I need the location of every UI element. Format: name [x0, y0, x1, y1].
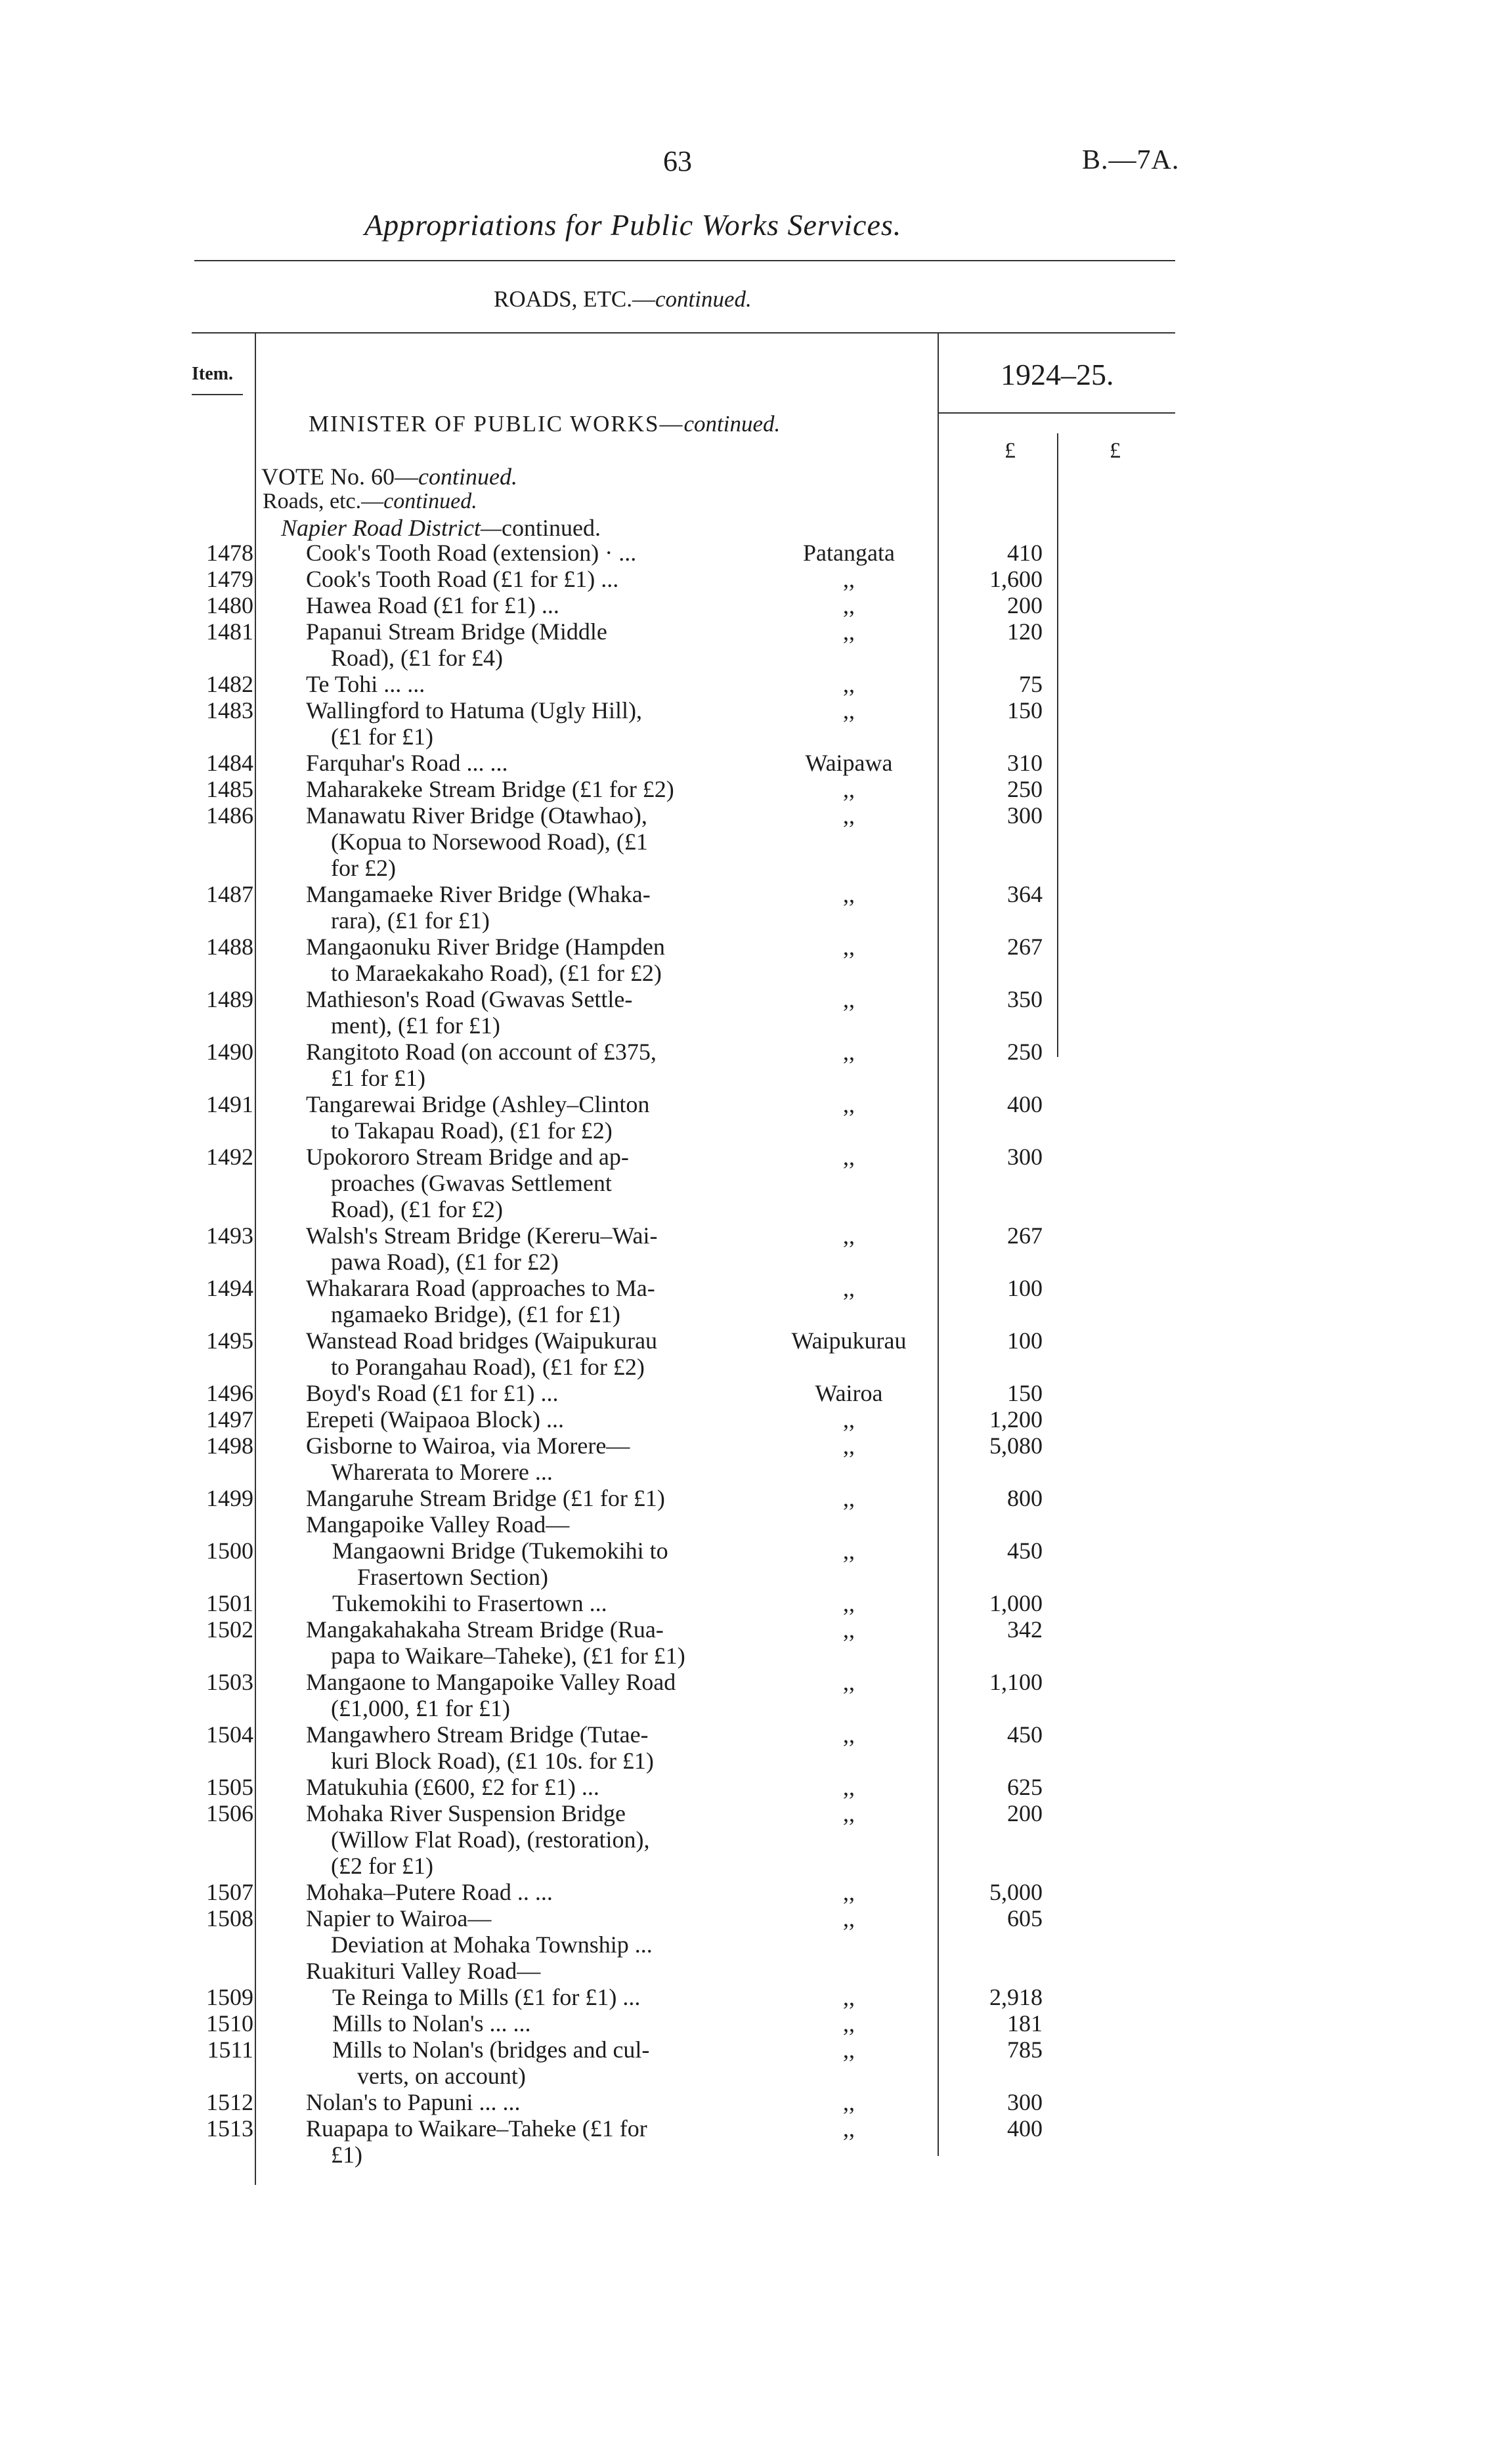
- table-row: [0, 1590, 1512, 1616]
- table-row: [0, 776, 1512, 802]
- item-number: 1483: [206, 697, 253, 723]
- item-description: [306, 802, 750, 881]
- description-line: Mohaka–Putere Road .. ...: [306, 1879, 553, 1905]
- table-row: [0, 2115, 1512, 2168]
- item-description: [306, 1222, 750, 1275]
- electoral-district: ,,: [843, 1406, 855, 1433]
- item-number: 1500: [206, 1538, 253, 1564]
- electoral-district: ,,: [843, 1433, 855, 1459]
- amount: 605: [1007, 1905, 1043, 1931]
- item-number: 1480: [206, 592, 253, 618]
- item-description: [332, 1538, 750, 1590]
- item-description: [306, 1958, 750, 1984]
- electoral-district: ,,: [843, 1039, 855, 1065]
- description-line: Mangamaeke River Bridge (Whaka-: [306, 881, 651, 907]
- amount: 350: [1007, 986, 1043, 1012]
- amount: 300: [1007, 1144, 1043, 1170]
- electoral-district: ,,: [843, 881, 855, 907]
- electoral-district: ,,: [843, 1669, 855, 1695]
- item-number: 1484: [206, 750, 253, 776]
- description-line: Farquhar's Road ... ...: [306, 750, 508, 776]
- description-line: Ruakituri Valley Road—: [306, 1958, 541, 1984]
- description-line: proaches (Gwavas Settlement: [331, 1170, 612, 1196]
- item-description: [332, 2037, 750, 2089]
- amount: 5,000: [989, 1879, 1043, 1905]
- amount: 100: [1007, 1327, 1043, 1354]
- description-line: Mangawhero Stream Bridge (Tutae-: [306, 1721, 649, 1748]
- item-number: 1508: [206, 1905, 253, 1931]
- description-line: (£2 for £1): [331, 1853, 433, 1879]
- description-line: Mohaka River Suspension Bridge: [306, 1800, 626, 1826]
- table-row: [0, 1800, 1512, 1879]
- item-description: [332, 2010, 750, 2037]
- year-header-underline: [938, 412, 1175, 414]
- table-row: [0, 1406, 1512, 1433]
- electoral-district: Wairoa: [815, 1380, 883, 1406]
- description-line: Frasertown Section): [357, 1564, 548, 1590]
- table-row: [0, 1222, 1512, 1275]
- electoral-district: ,,: [843, 566, 855, 592]
- description-line: Cook's Tooth Road (extension) · ...: [306, 540, 637, 566]
- electoral-district: ,,: [843, 1984, 855, 2010]
- description-line: to Takapau Road), (£1 for £2): [331, 1117, 613, 1144]
- description-line: for £2): [331, 855, 396, 881]
- item-description: [306, 1433, 750, 1485]
- description-line: Gisborne to Wairoa, via Morere—: [306, 1433, 630, 1459]
- amount: 1,600: [989, 566, 1043, 592]
- item-description: [306, 592, 750, 618]
- item-description: [306, 1905, 750, 1958]
- appropriation-items-list: [0, 540, 1512, 2168]
- amount: 625: [1007, 1774, 1043, 1800]
- description-line: papa to Waikare–Taheke), (£1 for £1): [331, 1643, 685, 1669]
- table-row: [0, 934, 1512, 986]
- item-description: [306, 934, 750, 986]
- amount: 364: [1007, 881, 1043, 907]
- description-line: Manawatu River Bridge (Otawhao),: [306, 802, 647, 829]
- item-description: [332, 1984, 750, 2010]
- table-row: [0, 1538, 1512, 1590]
- item-column-header: Item.: [192, 364, 233, 384]
- electoral-district: ,,: [843, 1485, 855, 1511]
- table-row: [0, 1774, 1512, 1800]
- item-description: [306, 671, 750, 697]
- electoral-district: ,,: [843, 697, 855, 723]
- item-description: [306, 697, 750, 750]
- electoral-district: ,,: [843, 1905, 855, 1931]
- electoral-district: ,,: [843, 1721, 855, 1748]
- description-line: Wallingford to Hatuma (Ugly Hill),: [306, 697, 642, 723]
- table-row: [0, 1984, 1512, 2010]
- electoral-district: ,,: [843, 934, 855, 960]
- description-line: ngamaeko Bridge), (£1 for £1): [331, 1301, 620, 1327]
- table-row: [0, 1091, 1512, 1144]
- item-description: [306, 1406, 750, 1433]
- amount: 200: [1007, 592, 1043, 618]
- description-line: ment), (£1 for £1): [331, 1012, 500, 1039]
- description-line: £1 for £1): [331, 1065, 425, 1091]
- item-description: [306, 2089, 750, 2115]
- amount: 400: [1007, 1091, 1043, 1117]
- description-line: Deviation at Mohaka Township ...: [331, 1931, 653, 1958]
- item-number: 1503: [206, 1669, 253, 1695]
- item-number: 1487: [206, 881, 253, 907]
- description-line: rara), (£1 for £1): [331, 907, 490, 934]
- item-description: [306, 1721, 750, 1774]
- amount: 400: [1007, 2115, 1043, 2142]
- electoral-district: ,,: [843, 1616, 855, 1643]
- description-line: Tangarewai Bridge (Ashley–Clinton: [306, 1091, 650, 1117]
- item-description: [306, 776, 750, 802]
- electoral-district: ,,: [843, 671, 855, 697]
- table-row: [0, 750, 1512, 776]
- table-row: [0, 2010, 1512, 2037]
- amount: 450: [1007, 1721, 1043, 1748]
- description-line: Wanstead Road bridges (Waipukurau: [306, 1327, 658, 1354]
- description-line: Maharakeke Stream Bridge (£1 for £2): [306, 776, 674, 802]
- item-description: [306, 1511, 750, 1538]
- electoral-district: ,,: [843, 1879, 855, 1905]
- description-line: Napier to Wairoa—: [306, 1905, 492, 1931]
- item-number: 1509: [206, 1984, 253, 2010]
- amount: 1,100: [989, 1669, 1043, 1695]
- table-row: [0, 881, 1512, 934]
- item-description: [306, 2115, 750, 2168]
- amount: 150: [1007, 1380, 1043, 1406]
- description-line: Mills to Nolan's (bridges and cul-: [332, 2037, 650, 2063]
- amount: 310: [1007, 750, 1043, 776]
- amount: 342: [1007, 1616, 1043, 1643]
- amount: 250: [1007, 1039, 1043, 1065]
- item-description: [306, 618, 750, 671]
- minister-heading: MINISTER OF PUBLIC WORKS—continued.: [309, 411, 781, 437]
- amount: 181: [1007, 2010, 1043, 2037]
- item-description: [306, 1327, 750, 1380]
- item-number: 1494: [206, 1275, 253, 1301]
- item-description: [306, 540, 750, 566]
- item-description: [306, 1774, 750, 1800]
- table-row: [0, 1433, 1512, 1485]
- description-line: Hawea Road (£1 for £1) ...: [306, 592, 559, 618]
- description-line: Mathieson's Road (Gwavas Settle-: [306, 986, 633, 1012]
- item-description: [306, 1879, 750, 1905]
- section-subtitle: ROADS, ETC.—continued.: [494, 286, 752, 312]
- table-row: [0, 1039, 1512, 1091]
- table-row: [0, 671, 1512, 697]
- amount: 410: [1007, 540, 1043, 566]
- table-row: [0, 1669, 1512, 1721]
- district-heading: Napier Road District—continued.: [281, 515, 601, 541]
- item-number: 1501: [206, 1590, 253, 1616]
- electoral-district: ,,: [843, 802, 855, 829]
- item-number: 1497: [206, 1406, 253, 1433]
- description-line: (£1,000, £1 for £1): [331, 1695, 510, 1721]
- description-line: Mangaonuku River Bridge (Hampden: [306, 934, 665, 960]
- electoral-district: ,,: [843, 986, 855, 1012]
- description-line: Upokororo Stream Bridge and ap-: [306, 1144, 629, 1170]
- description-line: pawa Road), (£1 for £2): [331, 1249, 559, 1275]
- amount: 1,200: [989, 1406, 1043, 1433]
- item-number: 1506: [206, 1800, 253, 1826]
- roads-heading: Roads, etc.—continued.: [263, 489, 477, 513]
- table-row: [0, 802, 1512, 881]
- amount: 1,000: [989, 1590, 1043, 1616]
- item-description: [306, 1616, 750, 1669]
- description-line: Erepeti (Waipaoa Block) ...: [306, 1406, 564, 1433]
- description-line: Nolan's to Papuni ... ...: [306, 2089, 521, 2115]
- item-number: 1502: [206, 1616, 253, 1643]
- item-description: [306, 1039, 750, 1091]
- item-description: [306, 1800, 750, 1879]
- table-row: [0, 592, 1512, 618]
- table-row: [0, 540, 1512, 566]
- electoral-district: ,,: [843, 2010, 855, 2037]
- table-row: [0, 1721, 1512, 1774]
- description-line: to Maraekakaho Road), (£1 for £2): [331, 960, 662, 986]
- item-number: 1512: [206, 2089, 253, 2115]
- item-description: [306, 1091, 750, 1144]
- amount: 785: [1007, 2037, 1043, 2063]
- item-number: 1488: [206, 934, 253, 960]
- item-number: 1510: [206, 2010, 253, 2037]
- electoral-district: ,,: [843, 2089, 855, 2115]
- description-line: Matukuhia (£600, £2 for £1) ...: [306, 1774, 599, 1800]
- description-line: (Willow Flat Road), (restoration),: [331, 1826, 650, 1853]
- item-number: 1507: [206, 1879, 253, 1905]
- item-number: 1513: [206, 2115, 253, 2142]
- item-number: 1505: [206, 1774, 253, 1800]
- electoral-district: ,,: [843, 2115, 855, 2142]
- page-title: Appropriations for Public Works Services.: [364, 208, 902, 242]
- vote-heading: VOTE No. 60—continued.: [261, 464, 517, 490]
- electoral-district: Patangata: [803, 540, 895, 566]
- item-description: [306, 881, 750, 934]
- electoral-district: ,,: [843, 618, 855, 645]
- item-number: 1504: [206, 1721, 253, 1748]
- amount: 267: [1007, 1222, 1043, 1249]
- table-row: [0, 566, 1512, 592]
- amount: 75: [1019, 671, 1043, 697]
- electoral-district: ,,: [843, 1144, 855, 1170]
- amount: 800: [1007, 1485, 1043, 1511]
- description-line: Ruapapa to Waikare–Taheke (£1 for: [306, 2115, 647, 2142]
- amount: 2,918: [989, 1984, 1043, 2010]
- pound-symbol-col1: £: [1004, 439, 1016, 463]
- electoral-district: ,,: [843, 776, 855, 802]
- description-line: (£1 for £1): [331, 723, 433, 750]
- description-line: (Kopua to Norsewood Road), (£1: [331, 829, 648, 855]
- description-line: Mangakahakaha Stream Bridge (Rua-: [306, 1616, 664, 1643]
- title-rule: [194, 260, 1175, 261]
- description-line: verts, on account): [357, 2063, 526, 2089]
- item-header-underline: [192, 394, 243, 395]
- electoral-district: ,,: [843, 592, 855, 618]
- description-line: Mangaone to Mangapoike Valley Road: [306, 1669, 676, 1695]
- table-row: [0, 1275, 1512, 1327]
- amount: 150: [1007, 697, 1043, 723]
- table-row: [0, 1485, 1512, 1511]
- page-number: 63: [663, 145, 692, 177]
- electoral-district: ,,: [843, 1538, 855, 1564]
- table-row: [0, 1879, 1512, 1905]
- item-number: 1490: [206, 1039, 253, 1065]
- item-number: 1495: [206, 1327, 253, 1354]
- table-row: [0, 1144, 1512, 1222]
- electoral-district: Waipukurau: [791, 1327, 907, 1354]
- table-row: [0, 697, 1512, 750]
- description-line: Mills to Nolan's ... ...: [332, 2010, 531, 2037]
- table-row: [0, 1616, 1512, 1669]
- electoral-district: ,,: [843, 2037, 855, 2063]
- description-line: Mangaruhe Stream Bridge (£1 for £1): [306, 1485, 665, 1511]
- item-number: 1486: [206, 802, 253, 829]
- item-description: [306, 750, 750, 776]
- description-line: Whakarara Road (approaches to Ma-: [306, 1275, 655, 1301]
- item-number: 1478: [206, 540, 253, 566]
- description-line: Road), (£1 for £2): [331, 1196, 503, 1222]
- table-row: [0, 2089, 1512, 2115]
- item-description: [306, 986, 750, 1039]
- electoral-district: ,,: [843, 1091, 855, 1117]
- item-description: [332, 1590, 750, 1616]
- description-line: Boyd's Road (£1 for £1) ...: [306, 1380, 559, 1406]
- year-column-header: 1924–25.: [1001, 358, 1114, 391]
- table-row: [0, 618, 1512, 671]
- table-row: [0, 1380, 1512, 1406]
- table-top-rule: [192, 332, 1175, 334]
- document-reference: B.—7A.: [1082, 145, 1180, 175]
- description-line: Te Tohi ... ...: [306, 671, 425, 697]
- amount: 200: [1007, 1800, 1043, 1826]
- description-line: Mangapoike Valley Road—: [306, 1511, 570, 1538]
- table-row: [0, 1511, 1512, 1538]
- description-line: Cook's Tooth Road (£1 for £1) ...: [306, 566, 619, 592]
- item-number: 1491: [206, 1091, 253, 1117]
- description-line: Te Reinga to Mills (£1 for £1) ...: [332, 1984, 641, 2010]
- item-description: [306, 1275, 750, 1327]
- amount: 267: [1007, 934, 1043, 960]
- description-line: Mangaowni Bridge (Tukemokihi to: [332, 1538, 668, 1564]
- item-number: 1499: [206, 1485, 253, 1511]
- amount: 120: [1007, 618, 1043, 645]
- description-line: kuri Block Road), (£1 10s. for £1): [331, 1748, 654, 1774]
- amount: 5,080: [989, 1433, 1043, 1459]
- item-number: 1479: [206, 566, 253, 592]
- description-line: Rangitoto Road (on account of £375,: [306, 1039, 657, 1065]
- description-line: Papanui Stream Bridge (Middle: [306, 618, 607, 645]
- electoral-district: Waipawa: [805, 750, 893, 776]
- electoral-district: ,,: [843, 1275, 855, 1301]
- table-row: [0, 1905, 1512, 1958]
- electoral-district: ,,: [843, 1222, 855, 1249]
- item-number: 1496: [206, 1380, 253, 1406]
- description-line: to Porangahau Road), (£1 for £2): [331, 1354, 645, 1380]
- electoral-district: ,,: [843, 1774, 855, 1800]
- item-number: 1482: [206, 671, 253, 697]
- table-row: [0, 986, 1512, 1039]
- electoral-district: ,,: [843, 1800, 855, 1826]
- amount: 100: [1007, 1275, 1043, 1301]
- item-description: [306, 1144, 750, 1222]
- item-number: 1511: [207, 2037, 253, 2063]
- amount: 300: [1007, 802, 1043, 829]
- item-number: 1492: [206, 1144, 253, 1170]
- amount: 300: [1007, 2089, 1043, 2115]
- description-line: Tukemokihi to Frasertown ...: [332, 1590, 607, 1616]
- description-line: Road), (£1 for £4): [331, 645, 503, 671]
- pound-symbol-col2: £: [1110, 439, 1121, 463]
- item-description: [306, 1380, 750, 1406]
- item-number: 1498: [206, 1433, 253, 1459]
- item-description: [306, 566, 750, 592]
- amount: 250: [1007, 776, 1043, 802]
- description-line: £1): [331, 2142, 362, 2168]
- item-description: [306, 1669, 750, 1721]
- item-number: 1489: [206, 986, 253, 1012]
- item-description: [306, 1485, 750, 1511]
- description-line: Wharerata to Morere ...: [331, 1459, 553, 1485]
- electoral-district: ,,: [843, 1590, 855, 1616]
- table-row: [0, 1327, 1512, 1380]
- table-row: [0, 2037, 1512, 2089]
- table-row: [0, 1958, 1512, 1984]
- amount: 450: [1007, 1538, 1043, 1564]
- item-number: 1481: [206, 618, 253, 645]
- description-line: Walsh's Stream Bridge (Kereru–Wai-: [306, 1222, 658, 1249]
- item-number: 1485: [206, 776, 253, 802]
- item-number: 1493: [206, 1222, 253, 1249]
